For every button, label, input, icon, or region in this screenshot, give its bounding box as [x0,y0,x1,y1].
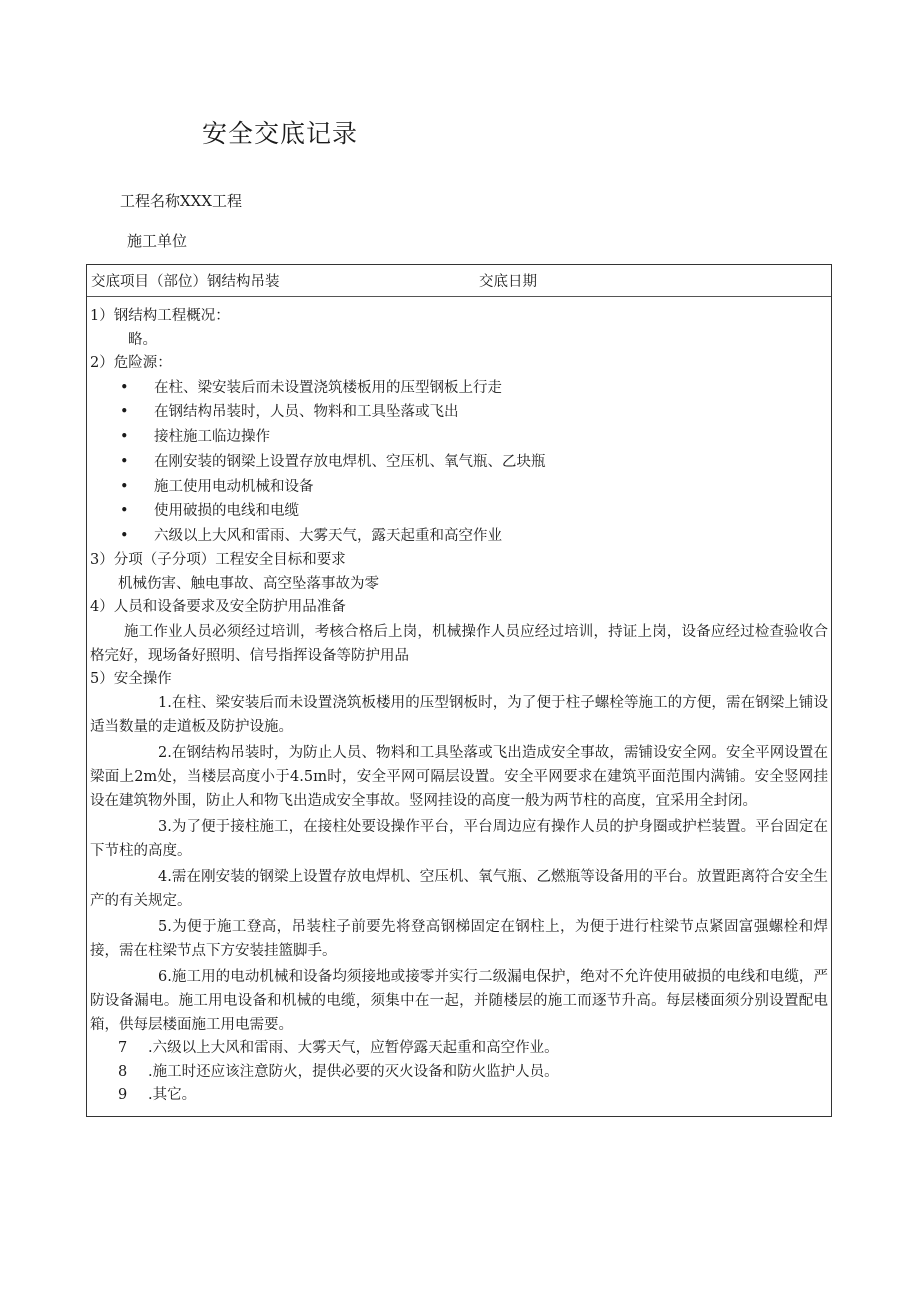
construction-unit: 施工单位 [127,232,188,250]
bullet-icon: • [120,503,129,520]
list-item: • 在刚安装的钢梁上设置存放电焊机、空压机、氧气瓶、乙块瓶 [90,450,828,475]
bullet-icon: • [120,429,129,446]
record-content [90,305,828,1108]
list-item: • 使用破损的电线和电缆 [90,499,828,524]
disclosure-item: 交底项目（部位）钢结构吊装 [91,274,280,290]
section-5-heading: 5）安全操作 [90,670,172,687]
section-2-heading: 2）危险源： [90,355,172,371]
section-1-body: 略。 [128,331,157,348]
section-3-body: 机械伤害、触电事故、高空坠落事故为零 [118,575,379,592]
section-4-body: 施工作业人员必须经过培训，考核合格后上岗，机械操作人员应经过培训，持证上岗，设备应经过检查验收合格完好，现场备好照明、信号指挥设备等防护用品 [90,623,828,664]
list-item: • 六级以上大风和雷雨、大雾天气，露天起重和高空作业 [90,524,828,549]
table-header [91,270,827,294]
list-item: • 在柱、梁安装后而未设置浇筑楼板用的压型钢板上行走 [90,376,828,401]
disclosure-date: 交底日期 [479,274,537,290]
bullet-icon: • [120,528,129,545]
step-7: 7 .六级以上大风和雷雨、大雾天气，应暂停露天起重和高空作业。 [118,1040,559,1057]
step-9: 9 .其它。 [118,1087,197,1104]
hazard-list [90,376,828,550]
bullet-icon: • [120,379,129,396]
bullet-icon: • [120,453,129,470]
list-item: • 在钢结构吊装时，人员、物料和工具坠落或飞出 [90,400,828,425]
header-divider [87,296,831,297]
record-table [86,264,832,1117]
step-4: 4.需在刚安装的钢梁上设置存放电焊机、空压机、氧气瓶、乙燃瓶等设备用的平台。放置距离符合安全生产的有关规定。 [90,869,828,910]
section-4-heading: 4）人员和设备要求及安全防护用品准备 [90,599,346,616]
step-5: 5.为便于施工登高，吊装柱子前要先将登高钢梯固定在钢柱上，为便于进行柱梁节点紧固富强螺栓和焊接，需在柱梁节点下方安装挂篮脚手。 [90,919,828,960]
section-1-heading: 1）钢结构工程概况： [90,308,230,324]
bullet-icon: • [120,404,129,421]
step-3: 3.为了便于接柱施工，在接柱处要设操作平台，平台周边应有操作人员的护身圈或护栏装置。平台固定在下节柱的高度。 [90,819,828,860]
step-6: 6.施工用的电动机械和设备均须接地或接零并实行二级漏电保护，绝对不允许使用破损的电线和电缆，严防设备漏电。施工用电设备和机械的电缆，须集中在一起，并随楼层的施工而逐节升高。每层楼面须分别设置配电箱，供每层楼面施工用电需要。 [90,969,828,1034]
list-item: • 接柱施工临边操作 [90,425,828,450]
step-8: 8 .施工时还应该注意防火，提供必要的灭火设备和防火监护人员。 [118,1063,559,1080]
project-name: 工程名称XXX工程 [120,192,243,210]
step-2: 2.在钢结构吊装时，为防止人员、物料和工具坠落或飞出造成安全事故，需铺设安全网。安全平网设置在梁面上2m处，当楼层高度小于4.5ɪn时，安全平网可隔层设置。安全平网要求在建筑平面范围内满铺。安全竖网挂设在建筑物外围，防止人和物飞出造成安全事故。竖网挂设的高度一般为两节柱的高度，宜采用全封闭。 [90,745,828,810]
page-title: 安全交底记录 [202,119,359,148]
section-3-heading: 3）分项（子分项）工程安全目标和要求 [90,552,346,569]
step-1: 1.在柱、梁安装后而未设置浇筑板楼用的压型钢板时，为了便于柱子螺栓等施工的方便，需在钢梁上铺设适当数量的走道板及防护设施。 [90,695,828,736]
bullet-icon: • [120,478,129,495]
list-item: • 施工使用电动机械和设备 [90,475,828,500]
